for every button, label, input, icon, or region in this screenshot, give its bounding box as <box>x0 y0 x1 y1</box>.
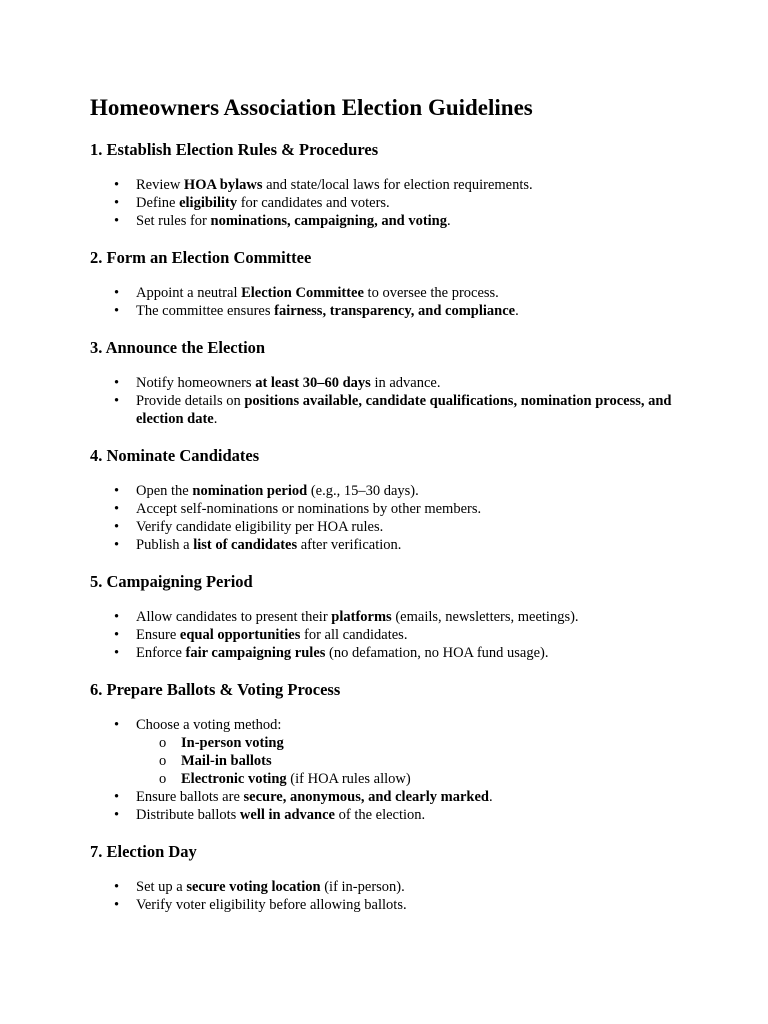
list-item: • Verify voter eligibility before allowing ballots. <box>136 896 678 914</box>
list-item: • Provide details on positions available, candidate qualifications, nomination process, and election date. <box>136 392 678 428</box>
list-item: • Review HOA bylaws and state/local laws for election requirements. <box>136 176 678 194</box>
list-item: • Choose a voting method: o In-person voting o Mail-in ballots o Electronic voting (if HOA rules allow) <box>136 716 678 788</box>
sub-list-item: o Mail-in ballots <box>181 752 678 770</box>
section-heading: 1. Establish Election Rules & Procedures <box>90 140 379 159</box>
section-heading: 2. Form an Election Committee <box>90 248 312 267</box>
list-item: • Verify candidate eligibility per HOA rules. <box>136 518 678 536</box>
list-item: • Ensure equal opportunities for all candidates. <box>136 626 678 644</box>
bullet-list <box>90 284 678 320</box>
sub-list <box>136 734 678 788</box>
sub-list-item: o Electronic voting (if HOA rules allow) <box>181 770 678 788</box>
section-heading: 3. Announce the Election <box>90 338 266 357</box>
section-heading: 4. Nominate Candidates <box>90 446 260 465</box>
bullet-list <box>90 482 678 554</box>
bullet-list <box>90 608 678 662</box>
list-item: • Accept self-nominations or nominations by other members. <box>136 500 678 518</box>
section-heading: 6. Prepare Ballots & Voting Process <box>90 680 341 699</box>
bullet-list <box>90 878 678 914</box>
sub-list-item: o In-person voting <box>181 734 678 752</box>
list-item: • Set rules for nominations, campaigning, and voting. <box>136 212 678 230</box>
list-item: • Ensure ballots are secure, anonymous, and clearly marked. <box>136 788 678 806</box>
list-item: • Enforce fair campaigning rules (no defamation, no HOA fund usage). <box>136 644 678 662</box>
bullet-list <box>90 716 678 824</box>
list-item: • Open the nomination period (e.g., 15–30 days). <box>136 482 678 500</box>
document-title: Homeowners Association Election Guidelines <box>90 95 533 120</box>
list-item: • Publish a list of candidates after verification. <box>136 536 678 554</box>
list-item: • Appoint a neutral Election Committee to oversee the process. <box>136 284 678 302</box>
list-item: • Notify homeowners at least 30–60 days in advance. <box>136 374 678 392</box>
list-item: • Allow candidates to present their platforms (emails, newsletters, meetings). <box>136 608 678 626</box>
section-heading: 7. Election Day <box>90 842 197 861</box>
bullet-list <box>90 176 678 230</box>
list-item: • Distribute ballots well in advance of the election. <box>136 806 678 824</box>
list-item: • Set up a secure voting location (if in-person). <box>136 878 678 896</box>
list-item: • The committee ensures fairness, transparency, and compliance. <box>136 302 678 320</box>
list-item: • Define eligibility for candidates and voters. <box>136 194 678 212</box>
section-heading: 5. Campaigning Period <box>90 572 253 591</box>
bullet-list <box>90 374 678 428</box>
